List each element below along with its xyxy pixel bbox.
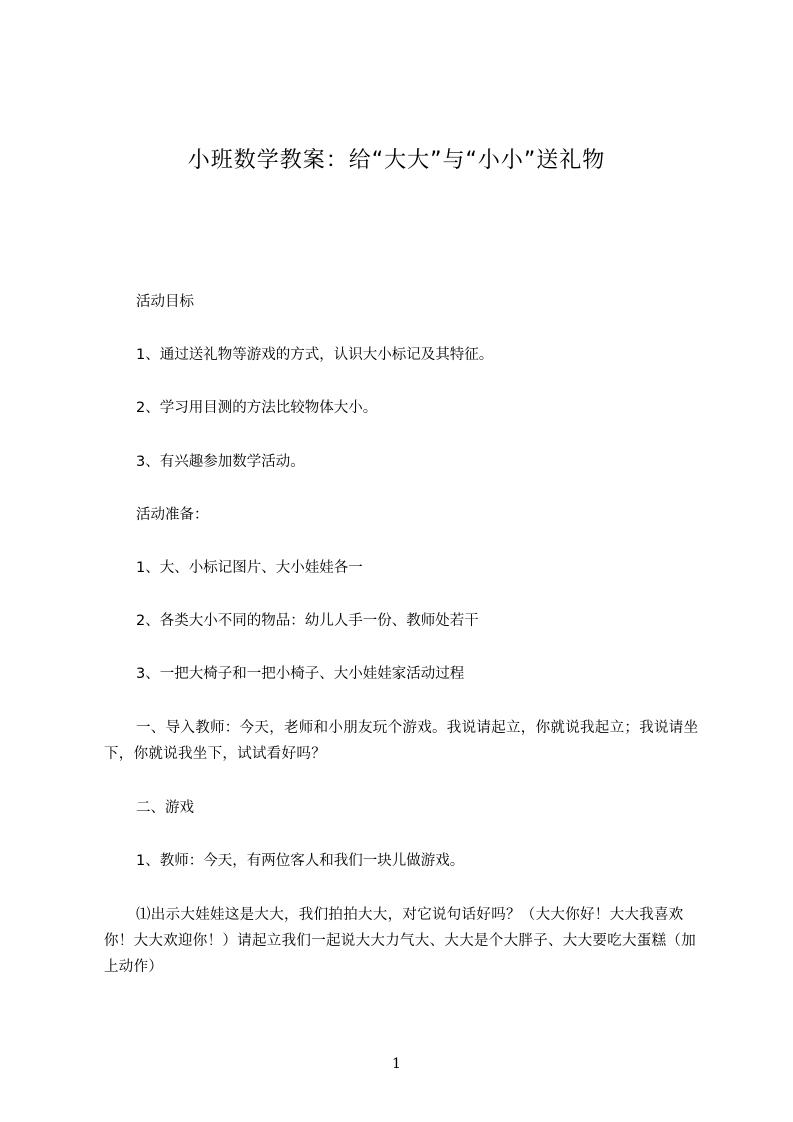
game-item-1: 1、教师：今天，有两位客人和我们一块儿做游戏。 [136,853,465,869]
page-title: 小班数学教案：给“大大”与“小小”送礼物 [187,148,606,173]
section-intro-paragraph: 一、导入教师：今天，老师和小朋友玩个游戏。我说请起立，你就说我起立；我说请坐下，你就说我坐下，试试看好吗？ [104,720,699,762]
section-heading-preparation: 活动准备： [136,507,209,523]
section-heading-goals: 活动目标 [136,294,194,310]
preparation-item-1: 1、大、小标记图片、大小娃娃各一 [136,560,363,576]
preparation-item-2: 2、各类大小不同的物品：幼儿人手一份、教师处若干 [136,613,479,629]
goal-item-2: 2、学习用目测的方法比较物体大小。 [136,400,378,416]
page-number: 1 [392,1056,401,1072]
preparation-item-3: 3、一把大椅子和一把小椅子、大小娃娃家活动过程 [136,666,465,682]
goal-item-3: 3、有兴趣参加数学活动。 [136,454,305,470]
game-sub-item-1: ⑴出示大娃娃这是大大，我们拍拍大大，对它说句话好吗？（大大你好！大大我喜欢你！大大欢迎你！）请起立我们一起说大大力气大、大大是个大胖子、大大要吃大蛋糕（加上动作） [104,907,696,975]
section-heading-game: 二、游戏 [136,800,194,816]
goal-item-1: 1、通过送礼物等游戏的方式，认识大小标记及其特征。 [136,347,494,363]
